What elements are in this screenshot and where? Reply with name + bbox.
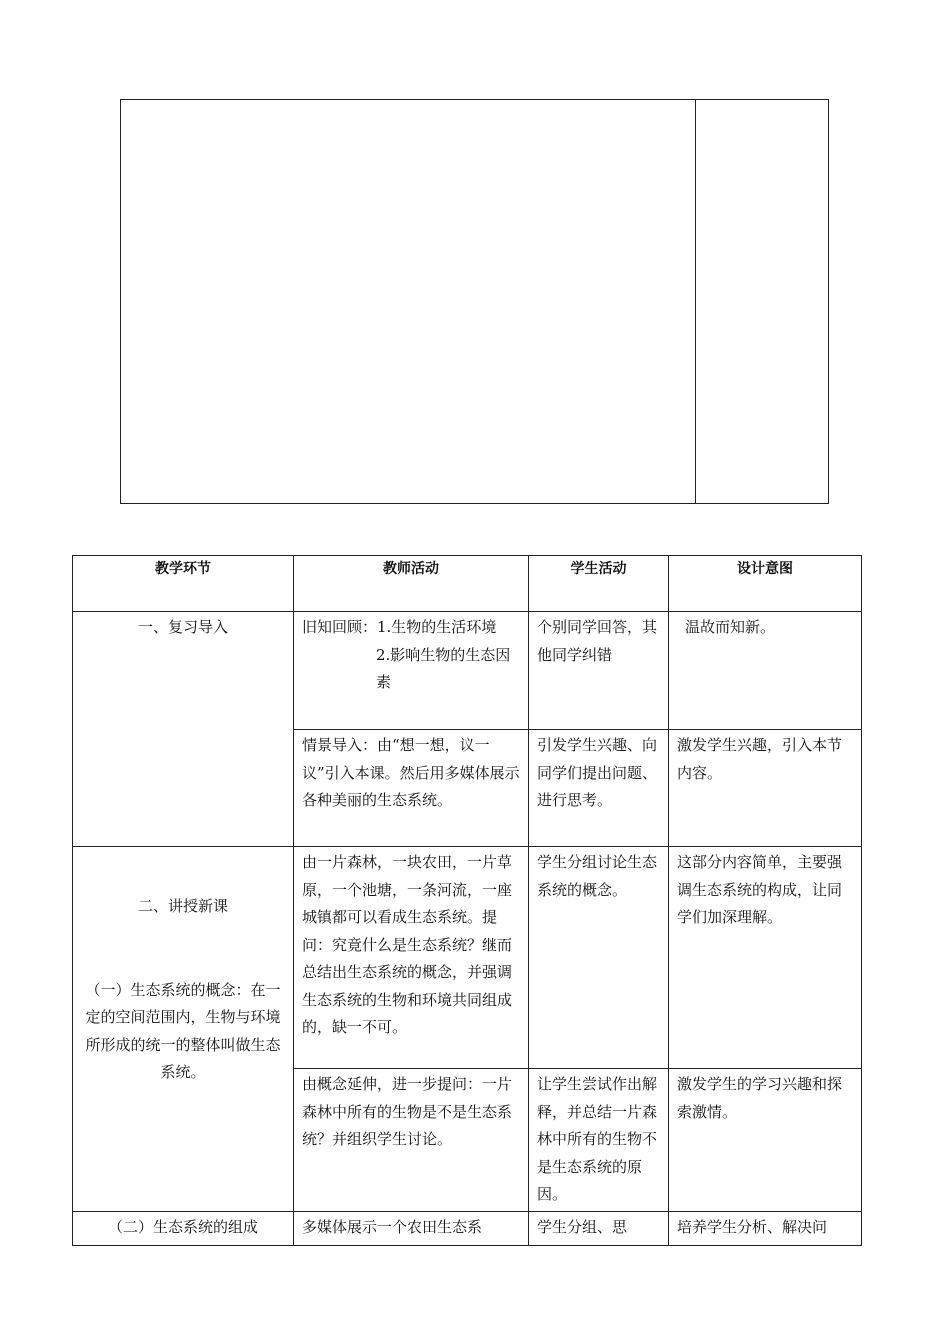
table-row xyxy=(73,612,862,730)
section-subtitle: （一）生态系统的概念：在一定的空间范围内，生物与环境所形成的统一的整体叫做生态系统。 xyxy=(85,980,281,1081)
header-row xyxy=(73,556,862,612)
intent-cell: 这部分内容简单，主要强调生态系统的构成，让同学们加深理解。 xyxy=(669,847,862,1069)
stage-cell xyxy=(73,847,294,1212)
header-intent: 设计意图 xyxy=(669,556,862,612)
teacher-cell: 多媒体展示一个农田生态系 xyxy=(294,1212,529,1246)
lesson-plan-table xyxy=(72,555,862,1246)
blank-frame xyxy=(120,99,829,504)
teacher-cell xyxy=(294,612,529,730)
teacher-cell: 由概念延伸，进一步提问：一片森林中所有的生物是不是生态系统？并组织学生讨论。 xyxy=(294,1069,529,1212)
table-row xyxy=(73,847,862,1069)
table-row xyxy=(73,1212,862,1246)
header-student: 学生活动 xyxy=(529,556,669,612)
frame-divider xyxy=(695,100,696,503)
intent-cell: 培养学生分析、解决问 xyxy=(669,1212,862,1246)
header-teacher: 教师活动 xyxy=(294,556,529,612)
student-cell: 学生分组、思 xyxy=(529,1212,669,1246)
stage-cell: 一、复习导入 xyxy=(73,612,294,847)
intent-cell: 温故而知新。 xyxy=(669,612,862,730)
teacher-text-indented: 2.影响生物的生态因素 xyxy=(376,645,511,691)
student-cell: 个别同学回答，其他同学纠错 xyxy=(529,612,669,730)
teacher-cell: 情景导入：由“想一想，议一议”引入本课。然后用多媒体展示各种美丽的生态系统。 xyxy=(294,730,529,847)
section-title: 二、讲授新课 xyxy=(137,897,228,915)
student-cell: 引发学生兴趣、向同学们提出问题、进行思考。 xyxy=(529,730,669,847)
student-cell: 学生分组讨论生态系统的概念。 xyxy=(529,847,669,1069)
stage-cell: （二）生态系统的组成 xyxy=(73,1212,294,1246)
intent-cell: 激发学生的学习兴趣和探索激情。 xyxy=(669,1069,862,1212)
student-cell: 让学生尝试作出解释，并总结一片森林中所有的生物不是生态系统的原因。 xyxy=(529,1069,669,1212)
header-stage: 教学环节 xyxy=(73,556,294,612)
intent-cell: 激发学生兴趣，引入本节内容。 xyxy=(669,730,862,847)
teacher-text: 旧知回顾：1.生物的生活环境 xyxy=(302,618,497,636)
teacher-cell: 由一片森林，一块农田，一片草原，一个池塘，一条河流，一座城镇都可以看成生态系统。提问：究竟什么是生态系统？继而总结出生态系统的概念，并强调生态系统的生物和环境共同组成的，缺一不可。 xyxy=(294,847,529,1069)
